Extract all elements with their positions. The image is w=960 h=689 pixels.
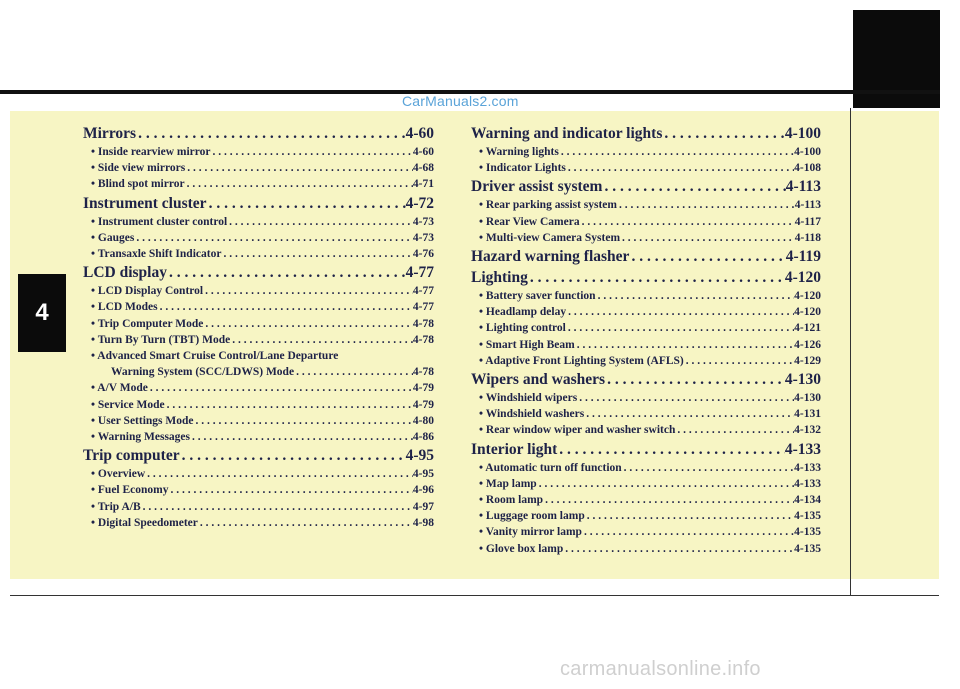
toc-item[interactable]: • Gauges . . . 4-73 [83, 230, 434, 246]
toc-item[interactable]: • Inside rearview mirror . . . 4-60 [83, 144, 434, 160]
toc-item[interactable]: • Battery saver function . . . 4-120 [471, 288, 821, 304]
toc-section-driver-assist[interactable]: Driver assist system . . . 4-113 [471, 177, 821, 197]
vertical-divider [850, 108, 851, 596]
toc-item[interactable]: • Map lamp . . . 4-133 [471, 476, 821, 492]
toc-item[interactable]: • Windshield wipers . . . 4-130 [471, 390, 821, 406]
toc-item[interactable]: • Smart High Beam . . . 4-126 [471, 337, 821, 353]
toc-item[interactable]: • Digital Speedometer . . . 4-98 [83, 515, 434, 531]
toc-item[interactable]: • LCD Modes . . . 4-77 [83, 299, 434, 315]
toc-item[interactable]: • Instrument cluster control . . . 4-73 [83, 214, 434, 230]
toc-item[interactable]: • Rear View Camera . . . 4-117 [471, 214, 821, 230]
toc-section-trip-computer[interactable]: Trip computer . . . 4-95 [83, 446, 434, 466]
toc-item[interactable]: • Indicator Lights . . . 4-108 [471, 160, 821, 176]
toc-item[interactable]: • Trip Computer Mode . . . 4-78 [83, 316, 434, 332]
toc-item[interactable]: • Rear parking assist system . . . 4-113 [471, 197, 821, 213]
toc-item[interactable]: • Trip A/B . . . 4-97 [83, 499, 434, 515]
bottom-rule [10, 595, 939, 596]
toc-item-wrap-second[interactable]: Warning System (SCC/LDWS) Mode . . . 4-78 [83, 364, 434, 380]
toc-item[interactable]: • Headlamp delay . . . 4-120 [471, 304, 821, 320]
toc-item[interactable]: • Luggage room lamp . . . 4-135 [471, 508, 821, 524]
toc-item[interactable]: • User Settings Mode . . . 4-80 [83, 413, 434, 429]
toc-right-column [471, 123, 821, 557]
toc-item[interactable]: • Multi-view Camera System . . . 4-118 [471, 230, 821, 246]
toc-section-interior-light[interactable]: Interior light . . . 4-133 [471, 440, 821, 460]
toc-item[interactable]: • Warning Messages . . . 4-86 [83, 429, 434, 445]
toc-item[interactable]: • Blind spot mirror . . . 4-71 [83, 176, 434, 192]
toc-item[interactable]: • Side view mirrors . . . 4-68 [83, 160, 434, 176]
chapter-tab: 4 [18, 274, 66, 352]
toc-item[interactable]: • Glove box lamp . . . 4-135 [471, 541, 821, 557]
toc-item[interactable]: • Fuel Economy . . . 4-96 [83, 482, 434, 498]
toc-item[interactable]: • Room lamp . . . 4-134 [471, 492, 821, 508]
toc-section-instrument-cluster[interactable]: Instrument cluster . . . 4-72 [83, 194, 434, 214]
toc-item[interactable]: • Adaptive Front Lighting System (AFLS) . . . 4-129 [471, 353, 821, 369]
toc-item[interactable]: • LCD Display Control . . . 4-77 [83, 283, 434, 299]
toc-section-warning-lights[interactable]: Warning and indicator lights . . . 4-100 [471, 124, 821, 144]
watermark-top: CarManuals2.com [402, 93, 519, 109]
toc-item[interactable]: • Windshield washers . . . 4-131 [471, 406, 821, 422]
toc-item[interactable]: • A/V Mode . . . 4-79 [83, 380, 434, 396]
toc-section-mirrors[interactable]: Mirrors . . . 4-60 [83, 124, 434, 144]
toc-item[interactable]: • Automatic turn off function . . . 4-133 [471, 460, 821, 476]
toc-section-lighting[interactable]: Lighting . . . 4-120 [471, 268, 821, 288]
toc-item[interactable]: • Lighting control . . . 4-121 [471, 320, 821, 336]
watermark-bottom: carmanualsonline.info [560, 658, 761, 680]
toc-left-column [83, 123, 434, 531]
toc-section-wipers[interactable]: Wipers and washers . . . 4-130 [471, 370, 821, 390]
toc-item[interactable]: • Transaxle Shift Indicator . . . 4-76 [83, 246, 434, 262]
toc-item[interactable]: • Overview . . . 4-95 [83, 466, 434, 482]
toc-item[interactable]: • Turn By Turn (TBT) Mode . . . 4-78 [83, 332, 434, 348]
toc-section-lcd-display[interactable]: LCD display . . . 4-77 [83, 263, 434, 283]
toc-section-hazard-flasher[interactable]: Hazard warning flasher . . . 4-119 [471, 247, 821, 267]
toc-item[interactable]: • Service Mode . . . 4-79 [83, 397, 434, 413]
toc-item[interactable]: • Rear window wiper and washer switch . . . 4-132 [471, 422, 821, 438]
toc-item[interactable]: • Vanity mirror lamp . . . 4-135 [471, 524, 821, 540]
toc-item[interactable]: • Warning lights . . . 4-100 [471, 144, 821, 160]
toc-item-wrap-first[interactable]: • Advanced Smart Cruise Control/Lane Departure [91, 350, 339, 363]
